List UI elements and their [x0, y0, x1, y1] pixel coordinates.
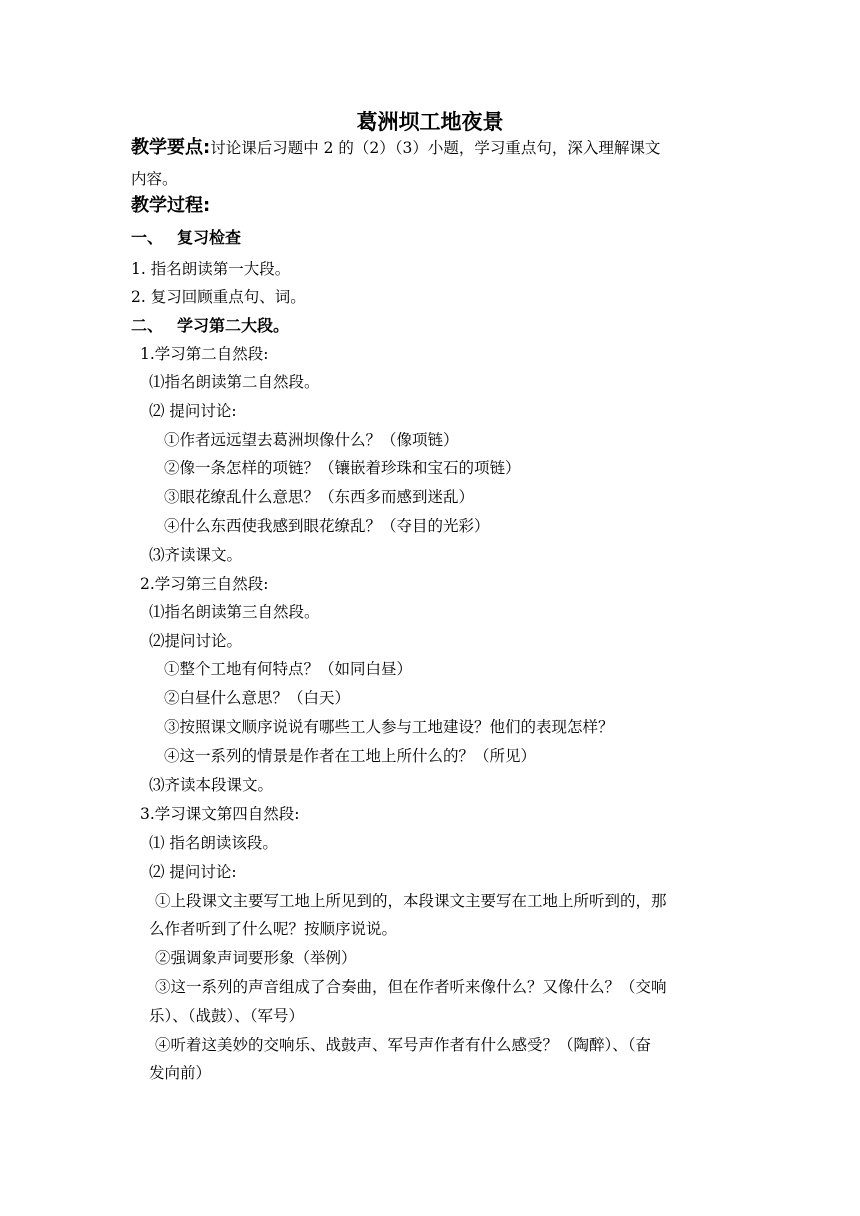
subsection-heading: 3.学习课文第四自然段:: [140, 805, 300, 823]
subsection-heading: 1.学习第二自然段:: [140, 345, 269, 363]
question-item: ④什么东西使我感到眼花缭乱？（夺目的光彩）: [164, 517, 490, 535]
document-title: 葛洲坝工地夜景: [356, 110, 504, 134]
key-points-line-2: 内容。: [131, 170, 178, 188]
list-item: ⑴指名朗读第二自然段。: [149, 373, 320, 391]
list-item: 2. 复习回顾重点句、词。: [131, 288, 306, 306]
section-heading-2: [131, 316, 289, 336]
process-heading: 教学过程:: [131, 195, 211, 216]
key-points-label: 教学要点:: [131, 137, 211, 158]
question-item: ④听着这美妙的交响乐、战鼓声、军号声作者有什么感受？（陶醉）、（奋: [155, 1036, 652, 1054]
list-item: ⑴ 指名朗读该段。: [149, 834, 278, 852]
subsection-heading: 2.学习第三自然段:: [140, 575, 269, 593]
question-item-continued: 么作者听到了什么呢？按顺序说说。: [149, 920, 398, 938]
list-item: ⑶齐读本段课文。: [149, 776, 274, 794]
list-item: ⑶齐读课文。: [149, 546, 243, 564]
section-number: 一、: [131, 228, 164, 247]
section-number: 二、: [131, 316, 164, 335]
question-item: ③这一系列的声音组成了合奏曲，但在作者听来像什么？又像什么？（交响: [155, 978, 667, 996]
question-item: ③眼花缭乱什么意思？（东西多而感到迷乱）: [164, 488, 475, 506]
key-points-line-1: [131, 138, 660, 158]
list-item: ⑵ 提问讨论:: [149, 402, 237, 420]
question-item: ④这一系列的情景是作者在工地上所什么的？（所见）: [164, 747, 537, 765]
section-title: 学习第二大段。: [177, 316, 290, 335]
list-item: 1. 指名朗读第一大段。: [131, 260, 291, 278]
question-item: ③按照课文顺序说说有哪些工人参与工地建设？他们的表现怎样？: [164, 718, 614, 736]
question-item: ①上段课文主要写工地上所见到的，本段课文主要写在工地上所听到的，那: [155, 892, 667, 910]
question-item: ①整个工地有何特点？（如同白昼）: [164, 660, 413, 678]
question-item-continued: 发向前）: [149, 1064, 212, 1082]
list-item: ⑵提问讨论。: [149, 632, 243, 650]
question-item: ②白昼什么意思？（白天）: [164, 689, 351, 707]
section-title: 复习检查: [177, 228, 242, 247]
question-item: ②像一条怎样的项链？（镶嵌着珍珠和宝石的项链）: [164, 459, 521, 477]
question-item-continued: 乐）、（战鼓）、（军号）: [149, 1007, 305, 1025]
list-item: ⑴指名朗读第三自然段。: [149, 603, 320, 621]
question-item: ①作者远远望去葛洲坝像什么？（像项链）: [164, 431, 459, 449]
key-points-text: 讨论课后习题中 2 的（2）（3）小题，学习重点句，深入理解课文: [210, 139, 661, 157]
question-item: ②强调象声词要形象（举例）: [155, 949, 357, 967]
section-heading-1: [131, 228, 241, 248]
list-item: ⑵ 提问讨论:: [149, 863, 237, 881]
